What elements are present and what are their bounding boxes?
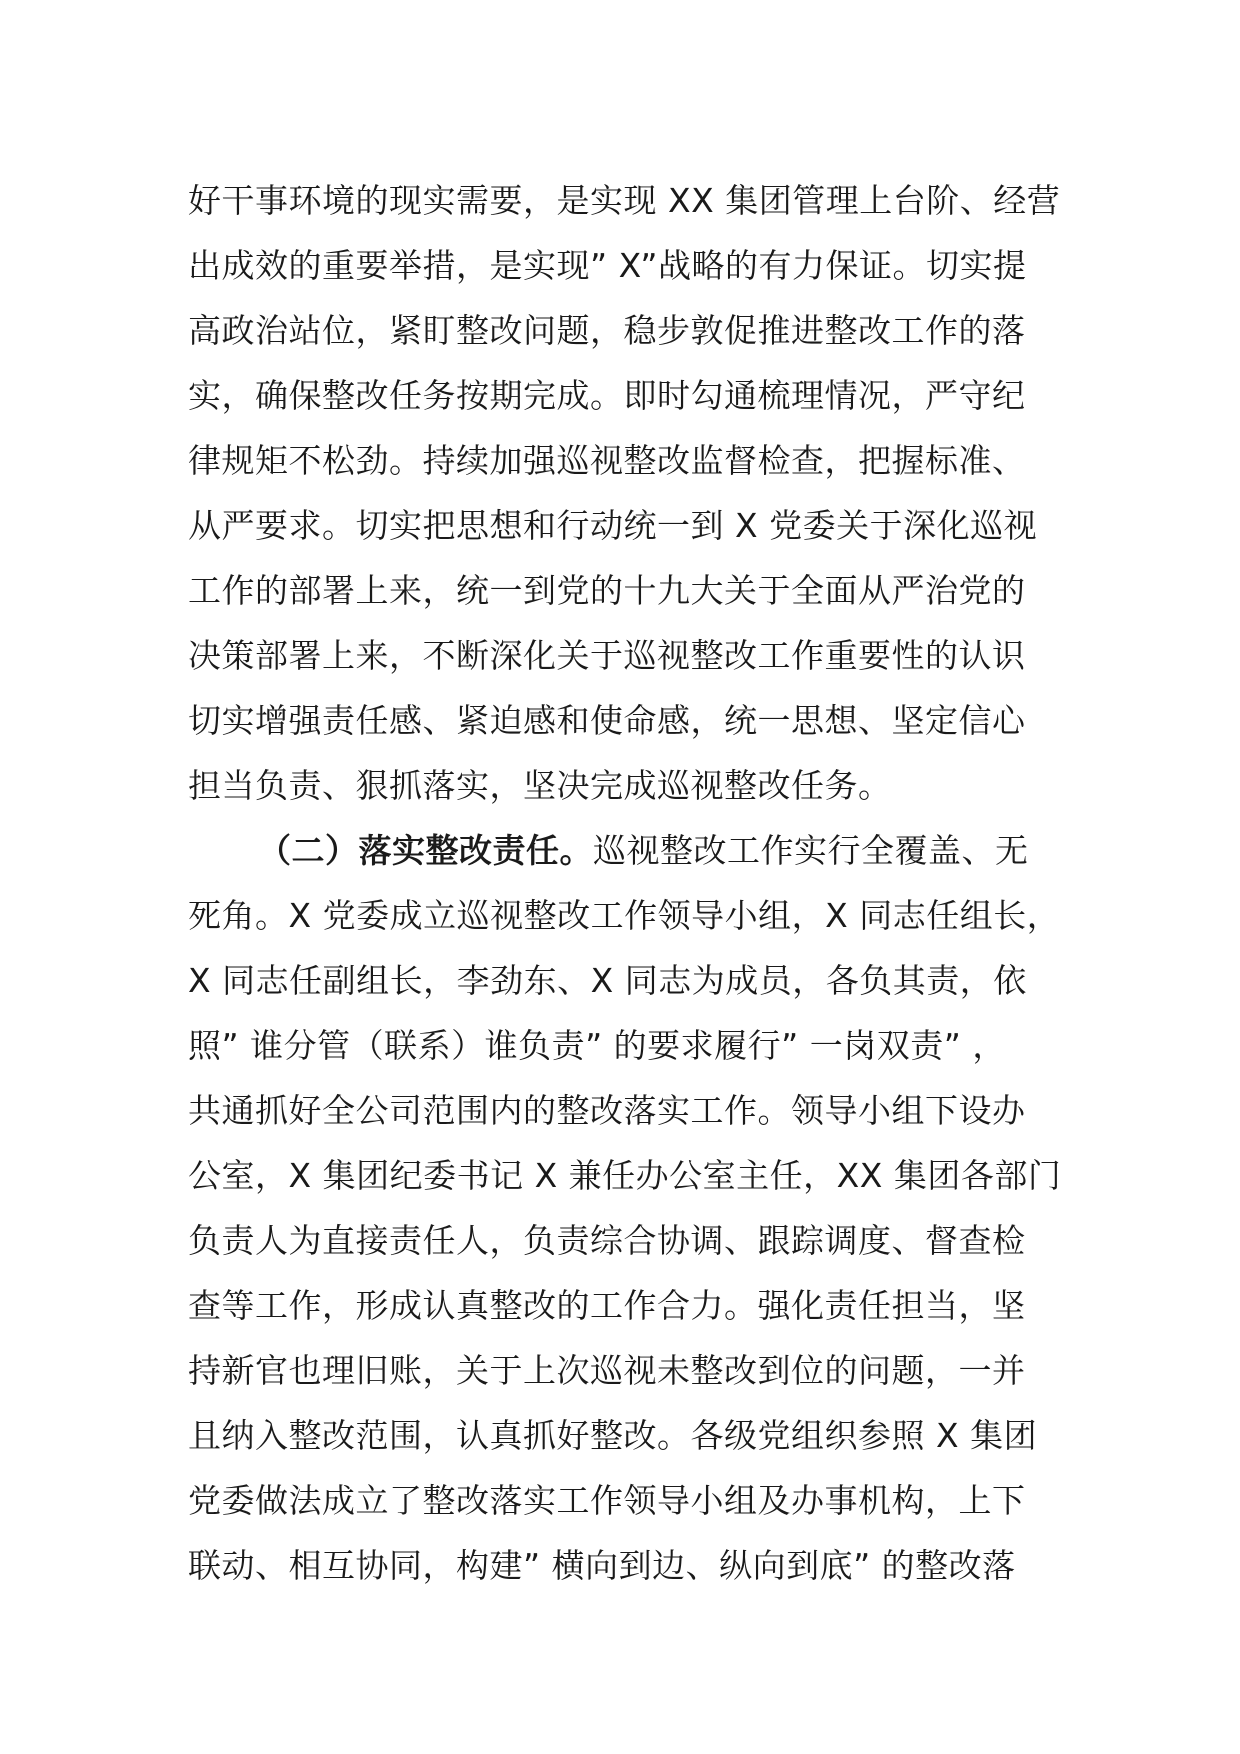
text-line: 担当负责、狠抓落实，坚决完成巡视整改任务。 <box>188 766 892 805</box>
text-line: 党委做法成立了整改落实工作领导小组及办事机构，上下 <box>188 1481 1026 1520</box>
text-line: 死角。X 党委成立巡视整改工作领导小组，X 同志任组长， <box>188 896 1061 935</box>
text-line: 切实增强责任感、紧迫感和使命感，统一思想、坚定信心 <box>188 701 1026 740</box>
text-line: 负责人为直接责任人，负责综合协调、跟踪调度、督查检 <box>188 1221 1026 1260</box>
text-line: 查等工作，形成认真整改的工作合力。强化责任担当，坚 <box>188 1286 1026 1325</box>
text-line: 从严要求。切实把思想和行动统一到 X 党委关于深化巡视 <box>188 506 1038 545</box>
text-line: 高政治站位，紧盯整改问题，稳步敦促推进整改工作的落 <box>188 311 1026 350</box>
text-line: 出成效的重要举措，是实现” X”战略的有力保证。切实提 <box>188 246 1027 285</box>
text-line-first <box>188 818 1088 883</box>
text-line: X 同志任副组长，李劲东、X 同志为成员，各负其责，依 <box>188 961 1027 1000</box>
text-line: 工作的部署上来，统一到党的十九大关于全面从严治党的 <box>188 571 1026 610</box>
paragraph-2 <box>188 818 1088 1598</box>
text-line: 持新官也理旧账，关于上次巡视未整改到位的问题，一并 <box>188 1351 1026 1390</box>
text-line: 律规矩不松劲。持续加强巡视整改监督检查，把握标准、 <box>188 441 1026 480</box>
body-text <box>188 168 1088 1598</box>
text-line: 决策部署上来，不断深化关于巡视整改工作重要性的认识 <box>188 636 1026 675</box>
text-line: 共通抓好全公司范围内的整改落实工作。领导小组下设办 <box>188 1091 1026 1130</box>
text-line: 公室，X 集团纪委书记 X 兼任办公室主任，XX 集团各部门 <box>188 1156 1062 1195</box>
section-heading: （二）落实整改责任。 <box>258 831 593 870</box>
text-span: 巡视整改工作实行全覆盖、无 <box>593 831 1029 870</box>
text-line: 联动、相互协同，构建” 横向到边、纵向到底” 的整改落 <box>188 1546 1016 1585</box>
text-line: 照” 谁分管（联系）谁负责” 的要求履行” 一岗双责” ， <box>188 1026 1006 1065</box>
text-line: 好干事环境的现实需要，是实现 XX 集团管理上台阶、经营 <box>188 181 1061 220</box>
text-line: 且纳入整改范围，认真抓好整改。各级党组织参照 X 集团 <box>188 1416 1038 1455</box>
text-line: 实，确保整改任务按期完成。即时勾通梳理情况，严守纪 <box>188 376 1026 415</box>
paragraph-1 <box>188 168 1088 818</box>
